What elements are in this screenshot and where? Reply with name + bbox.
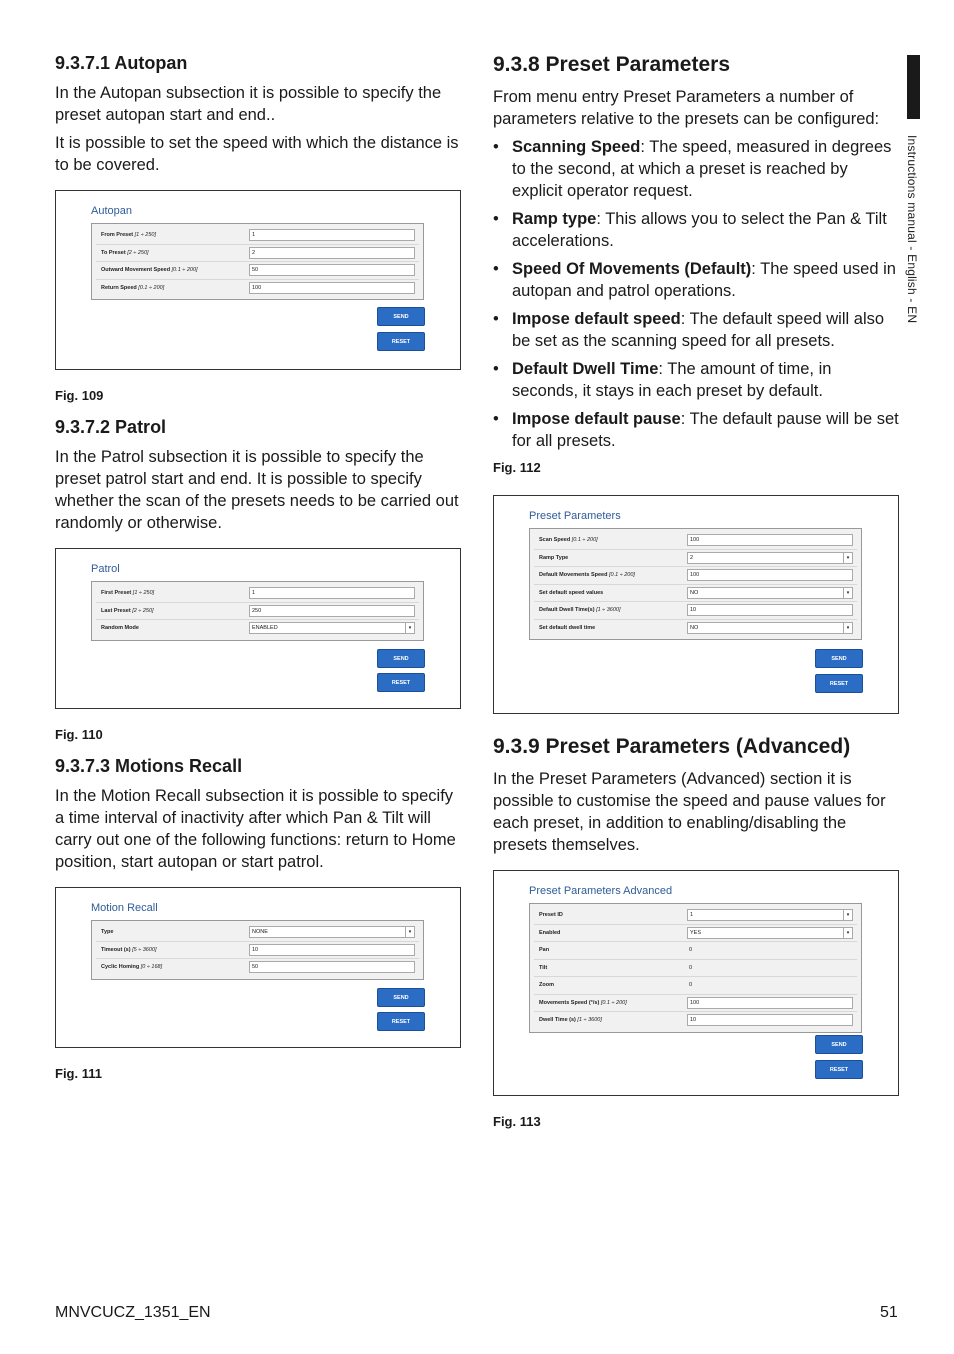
preset-parameters-panel-title: Preset Parameters	[529, 510, 621, 522]
row-label: From Preset	[101, 232, 134, 239]
row-range: [2 ÷ 250]	[132, 607, 154, 614]
reset-button[interactable]: RESET	[815, 674, 863, 693]
row-label: Set default dwell time	[539, 624, 596, 631]
figure-caption: Fig. 111	[55, 1066, 102, 1081]
preset-parameters-list	[493, 136, 899, 452]
side-caption: Instructions manual - English - EN	[905, 135, 919, 324]
table-row	[96, 585, 419, 603]
chevron-down-icon: ▾	[843, 910, 852, 920]
row-range: [1 ÷ 3600]	[596, 607, 621, 614]
last-preset-input[interactable]: 250	[249, 605, 415, 617]
list-item	[493, 258, 899, 302]
chevron-down-icon: ▾	[405, 623, 414, 633]
table-row	[534, 550, 857, 568]
row-label: Zoom	[539, 982, 554, 989]
row-label: Pan	[539, 947, 550, 954]
table-row	[96, 959, 419, 976]
to-preset-input[interactable]: 2	[249, 247, 415, 259]
row-label: Preset ID	[539, 912, 563, 919]
table-row	[534, 995, 857, 1013]
advanced-heading: 9.3.9 Preset Parameters (Advanced)	[493, 735, 851, 758]
chevron-down-icon: ▾	[405, 927, 414, 937]
row-range: [0.1 ÷ 200]	[609, 572, 635, 579]
autopan-heading: 9.3.7.1 Autopan	[55, 53, 188, 73]
bullet-text: : The speed used in autopan and patrol operations.	[512, 260, 896, 300]
bullet-icon: •	[493, 260, 499, 278]
bullet-icon: •	[493, 360, 499, 378]
table-row	[534, 567, 857, 585]
table-row	[96, 942, 419, 960]
table-row	[534, 960, 857, 978]
row-range: [1 ÷ 250]	[132, 590, 155, 597]
row-label: Default Movements Speed	[539, 572, 608, 579]
select-value: NO	[690, 624, 699, 631]
motions-heading: 9.3.7.3 Motions Recall	[55, 756, 243, 776]
chevron-down-icon: ▾	[843, 623, 852, 633]
list-item	[493, 358, 899, 402]
side-tab-marker	[907, 55, 920, 119]
zoom-value: 0	[689, 982, 693, 989]
figure-caption: Fig. 109	[55, 388, 104, 403]
type-select[interactable]	[249, 926, 415, 938]
bullet-text: : The default speed will also be set as the scanning speed for all presets.	[512, 310, 885, 350]
bullet-icon: •	[493, 410, 499, 428]
reset-button[interactable]: RESET	[815, 1060, 863, 1079]
preset-parameters-table	[529, 528, 862, 640]
bullet-text: : This allows you to select the Pan & Tilt accelerations.	[512, 210, 887, 250]
patrol-table	[91, 581, 424, 641]
table-row	[96, 245, 419, 263]
advanced-paragraph: In the Preset Parameters (Advanced) section it is possible to customise the speed and pause values for each preset, in addition to enabling/disabling the presets themselves.	[493, 770, 886, 854]
select-value: NO	[690, 589, 699, 596]
footer-page-number: 51	[880, 1304, 898, 1321]
send-button[interactable]: SEND	[377, 988, 425, 1007]
table-row	[96, 227, 419, 245]
bullet-term: Scanning Speed	[512, 138, 641, 156]
set-default-dwell-select[interactable]	[687, 622, 853, 634]
tilt-value: 0	[689, 964, 693, 971]
figure-caption: Fig. 112	[493, 460, 541, 475]
select-value: 2	[690, 554, 694, 561]
bullet-icon: •	[493, 310, 499, 328]
row-range: [0.1 ÷ 200]	[571, 537, 598, 544]
preset-advanced-screenshot	[493, 870, 899, 1096]
chevron-down-icon: ▾	[843, 553, 852, 563]
list-item	[493, 208, 899, 252]
chevron-down-icon: ▾	[843, 588, 852, 598]
motions-paragraph: In the Motion Recall subsection it is possible to specify a time interval of inactivity after which Pan & Tilt will carry out one of the following functions: return to Home position, start autopan or start patrol.	[55, 787, 456, 871]
row-range: [2 ÷ 250]	[127, 249, 149, 256]
row-label: Dwell Time (s)	[539, 1017, 576, 1024]
select-value: 1	[690, 912, 694, 919]
motion-recall-table	[91, 920, 424, 980]
cyclic-homing-input[interactable]: 50	[249, 961, 415, 973]
preset-parameters-intro: From menu entry Preset Parameters a number of parameters relative to the presets can be configured:	[493, 88, 880, 128]
row-range: [0.1 ÷ 200]	[138, 284, 165, 291]
first-preset-input[interactable]: 1	[249, 587, 415, 599]
list-item	[493, 136, 899, 202]
row-label: First Preset	[101, 590, 132, 597]
table-row	[534, 977, 857, 995]
patrol-paragraph: In the Patrol subsection it is possible to specify the preset patrol start and end. It is possible to specify whether the scan of the presets needs to be carried out randomly or otherwise.	[55, 448, 459, 532]
row-label: Random Mode	[101, 625, 139, 632]
set-default-speed-select[interactable]	[687, 587, 853, 599]
bullet-text: : The default pause will be set for all presets.	[512, 410, 899, 450]
row-range: [0.1 ÷ 200]	[171, 267, 198, 274]
timeout-input[interactable]: 10	[249, 944, 415, 956]
patrol-screenshot	[55, 548, 461, 709]
row-label: Enabled	[539, 929, 561, 936]
pan-value: 0	[689, 947, 693, 954]
send-button[interactable]: SEND	[815, 1035, 863, 1054]
footer-doc-id: MNVCUCZ_1351_EN	[55, 1304, 211, 1321]
bullet-term: Impose default pause	[512, 410, 681, 428]
reset-button[interactable]: RESET	[377, 332, 425, 351]
list-item	[493, 308, 899, 352]
from-preset-input[interactable]: 1	[249, 229, 415, 241]
row-range: [0 ÷ 168]	[140, 964, 163, 971]
row-label: Ramp Type	[539, 554, 569, 561]
bullet-icon: •	[493, 138, 499, 156]
select-value: YES	[690, 929, 702, 936]
reset-button[interactable]: RESET	[377, 673, 425, 692]
preset-parameters-heading: 9.3.8 Preset Parameters	[493, 53, 730, 76]
default-speed-input[interactable]: 100	[687, 569, 853, 581]
select-value: ENABLED	[252, 625, 278, 632]
random-mode-select[interactable]	[249, 622, 415, 634]
row-label: To Preset	[101, 249, 126, 256]
left-column	[55, 52, 461, 1081]
table-row	[534, 585, 857, 603]
table-row	[96, 924, 419, 942]
table-row	[96, 620, 419, 637]
movements-speed-input[interactable]: 100	[687, 997, 853, 1009]
preset-advanced-table	[529, 903, 862, 1033]
autopan-table	[91, 223, 424, 300]
table-row	[534, 942, 857, 960]
bullet-icon: •	[493, 210, 499, 228]
row-label: Type	[101, 929, 114, 936]
table-row	[96, 603, 419, 621]
bullet-text: : The amount of time, in seconds, it stays in each preset by default.	[512, 360, 832, 400]
figure-caption: Fig. 110	[55, 727, 103, 742]
table-row	[96, 262, 419, 280]
autopan-paragraph-2: It is possible to set the speed with which the distance is to be covered.	[55, 134, 459, 174]
preset-parameters-screenshot	[493, 495, 899, 714]
bullet-text: : The speed, measured in degrees to the second, at which a preset is reached by explicit operator request.	[512, 138, 892, 200]
send-button[interactable]: SEND	[377, 649, 425, 668]
chevron-down-icon: ▾	[843, 928, 852, 938]
figure-caption: Fig. 113	[493, 1114, 541, 1129]
bullet-term: Default Dwell Time	[512, 360, 659, 378]
row-range: [1 ÷ 250]	[134, 232, 157, 239]
row-range: [1 ÷ 3600]	[577, 1017, 602, 1024]
row-label: Default Dwell Time(s)	[539, 607, 595, 614]
row-label: Scan Speed	[539, 537, 571, 544]
row-label: Timeout (s)	[101, 946, 131, 953]
table-row	[534, 907, 857, 925]
motion-recall-screenshot	[55, 887, 461, 1048]
bullet-term: Impose default speed	[512, 310, 681, 328]
right-column	[493, 52, 899, 1129]
dwell-time-input[interactable]: 10	[687, 1014, 853, 1026]
bullet-term: Ramp type	[512, 210, 597, 228]
send-button[interactable]: SEND	[815, 649, 863, 668]
row-label: Set default speed values	[539, 589, 604, 596]
reset-button[interactable]: RESET	[377, 1012, 425, 1031]
preset-id-select[interactable]	[687, 909, 853, 921]
table-row	[534, 925, 857, 943]
motion-recall-panel-title: Motion Recall	[91, 902, 158, 914]
row-range: [0.1 ÷ 200]	[600, 999, 627, 1006]
row-label: Last Preset	[101, 607, 131, 614]
return-speed-input[interactable]: 100	[249, 282, 415, 294]
ramp-type-select[interactable]	[687, 552, 853, 564]
send-button[interactable]: SEND	[377, 307, 425, 326]
table-row	[534, 1012, 857, 1029]
default-dwell-input[interactable]: 10	[687, 604, 853, 616]
table-row	[96, 280, 419, 297]
row-range: [5 ÷ 3600]	[132, 946, 157, 953]
autopan-paragraph-1: In the Autopan subsection it is possible to specify the preset autopan start and end..	[55, 84, 442, 124]
row-label: Movements Speed (°/s)	[539, 999, 600, 1006]
patrol-heading: 9.3.7.2 Patrol	[55, 417, 167, 437]
row-label: Cyclic Homing	[101, 964, 140, 971]
enabled-select[interactable]	[687, 927, 853, 939]
row-label: Tilt	[539, 964, 548, 971]
table-row	[534, 602, 857, 620]
preset-advanced-panel-title: Preset Parameters Advanced	[529, 885, 673, 897]
autopan-screenshot	[55, 190, 461, 370]
table-row	[534, 620, 857, 637]
bullet-term: Speed Of Movements (Default)	[512, 260, 752, 278]
row-label: Outward Movement Speed	[101, 267, 171, 274]
select-value: NONE	[252, 929, 268, 936]
outward-speed-input[interactable]: 50	[249, 264, 415, 276]
patrol-panel-title: Patrol	[91, 563, 120, 575]
row-label: Return Speed	[101, 284, 137, 291]
list-item	[493, 408, 899, 452]
autopan-panel-title: Autopan	[91, 205, 132, 217]
scan-speed-input[interactable]: 100	[687, 534, 853, 546]
table-row	[534, 532, 857, 550]
